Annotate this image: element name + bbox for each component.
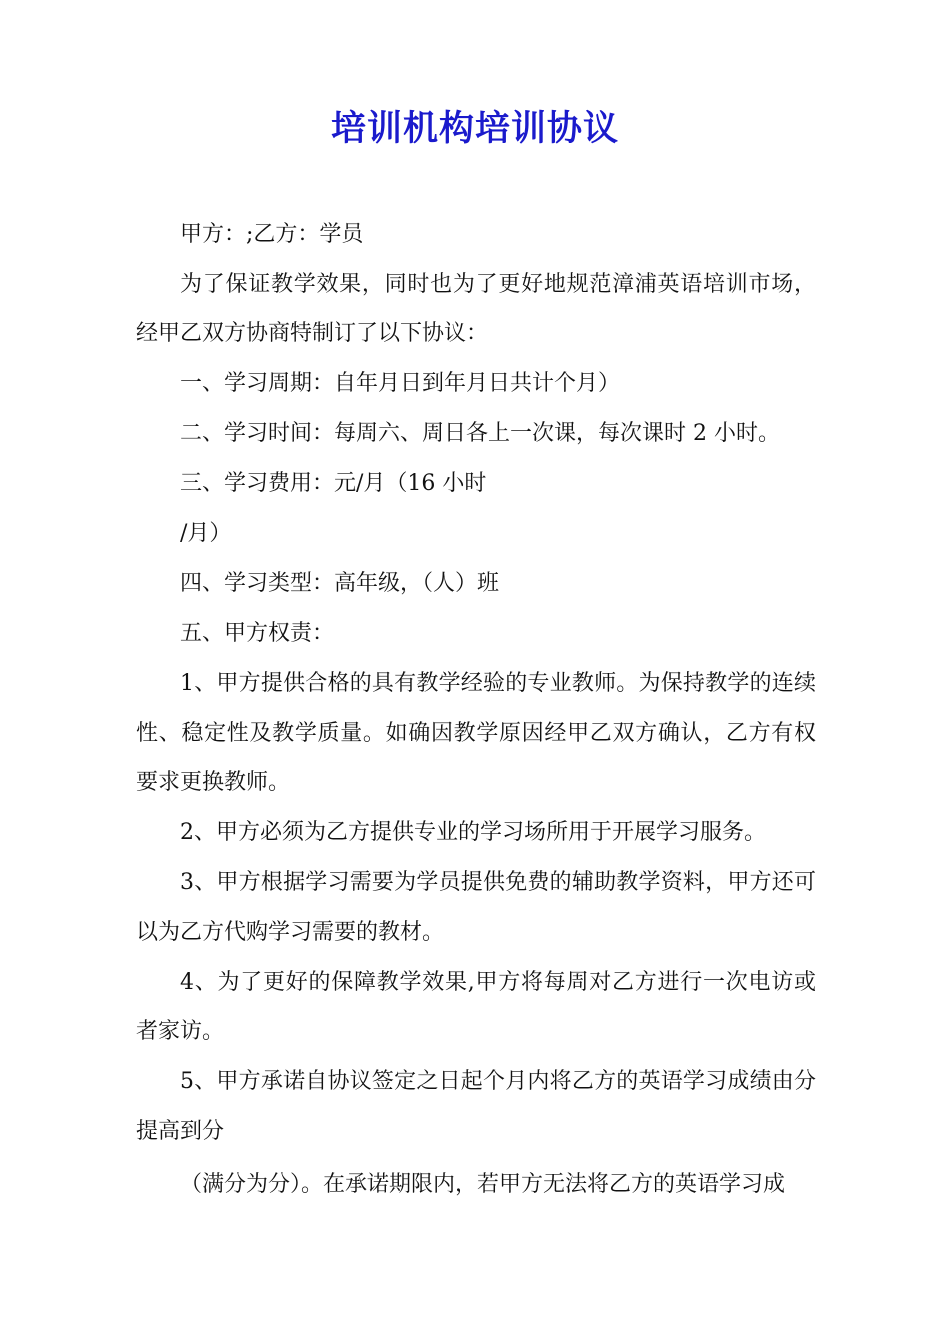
item-line: 2、甲方必须为乙方提供专业的学习场所用于开展学习服务。	[180, 820, 766, 845]
clause-line: 二、学习时间：每周六、周日各上一次课，每次课时 2 小时。	[180, 421, 780, 446]
parties-line: 甲方：;乙方：学员	[180, 222, 364, 247]
paragraph-line: 为了保证教学效果，同时也为了更好地规范漳浦英语培训市场，	[180, 272, 816, 297]
clause-line: 四、学习类型：高年级，（人）班	[180, 571, 500, 596]
item-line: 以为乙方代购学习需要的教材。	[136, 920, 445, 945]
item-line: 3、甲方根据学习需要为学员提供免费的辅助教学资料，甲方还可	[180, 870, 816, 895]
item-line: 1、甲方提供合格的具有教学经验的专业教师。为保持教学的连续	[180, 671, 816, 696]
item-line: 5、甲方承诺自协议签定之日起个月内将乙方的英语学习成绩由分	[180, 1069, 816, 1094]
section-heading: 五、甲方权责：	[180, 621, 335, 646]
item-line: 4、为了更好的保障教学效果,甲方将每周对乙方进行一次电访或	[180, 970, 816, 995]
clause-line: 三、学习费用：元/月（16 小时	[180, 471, 487, 496]
item-line: 提高到分	[136, 1119, 225, 1144]
item-line: 要求更换教师。	[136, 770, 291, 795]
clause-line: 一、学习周期：自年月日到年月日共计个月）	[180, 371, 621, 396]
clause-line: /月）	[180, 521, 232, 546]
item-line: （满分为分）。在承诺期限内，若甲方无法将乙方的英语学习成	[180, 1172, 786, 1197]
item-line: 性、稳定性及教学质量。如确因教学原因经甲乙双方确认，乙方有权	[136, 721, 816, 746]
document-title: 培训机构培训协议	[330, 109, 619, 149]
paragraph-line: 经甲乙双方协商特制订了以下协议：	[136, 321, 489, 346]
item-line: 者家访。	[136, 1019, 225, 1044]
